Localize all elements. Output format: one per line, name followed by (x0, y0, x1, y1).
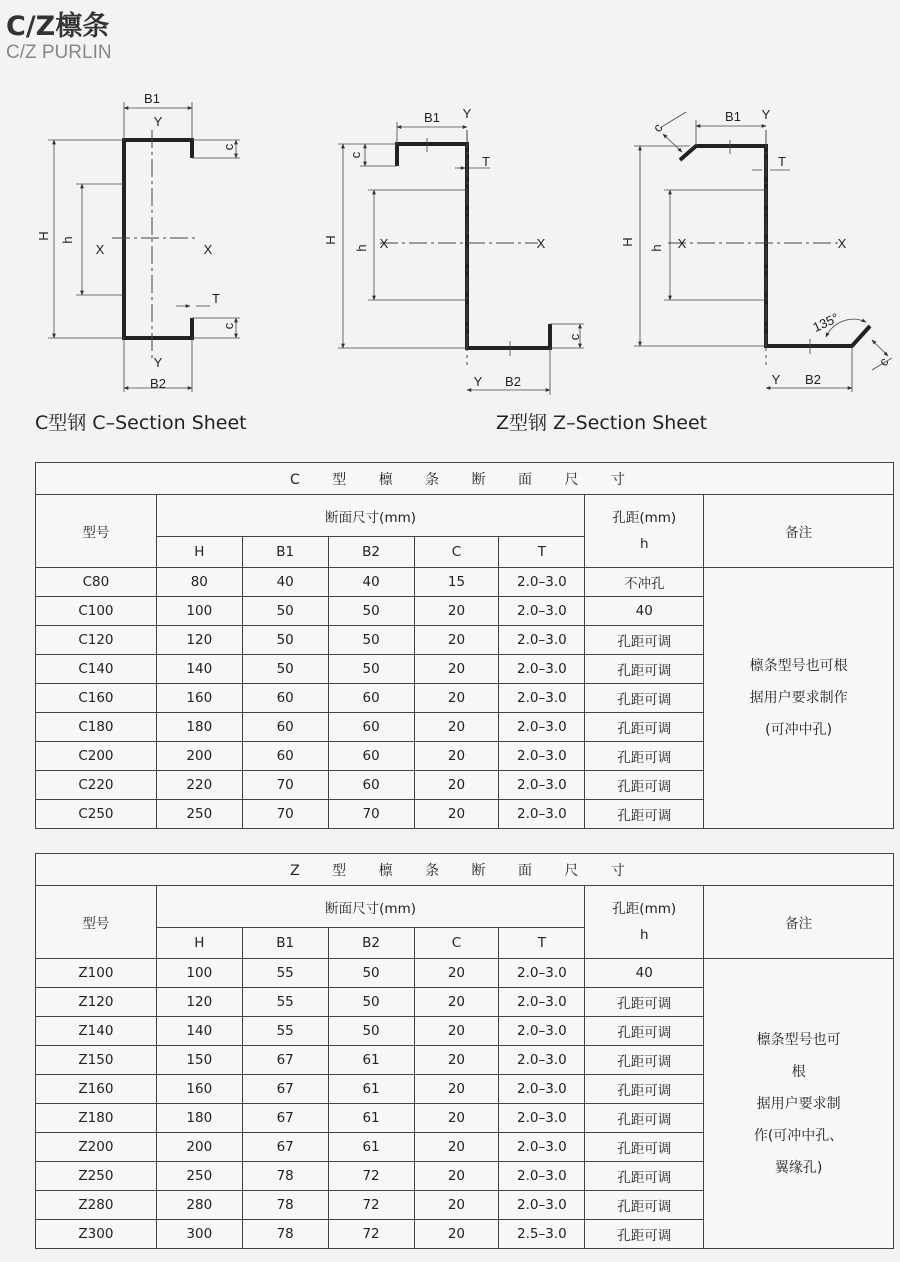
z135-label-t: T (778, 154, 786, 169)
z135-label-y-top: Y (761, 107, 771, 122)
cell-c: 20 (414, 1104, 499, 1133)
z135-section-drawing (620, 107, 892, 392)
sub-header-h: H (156, 537, 242, 568)
cell-model: C160 (36, 684, 157, 713)
cell-t: 2.5–3.0 (499, 1220, 585, 1249)
cell-hole: 孔距可调 (585, 1133, 704, 1162)
cell-b1: 60 (242, 713, 328, 742)
z135-label-angle: 135° (810, 309, 842, 335)
z-label-H: H (323, 235, 338, 245)
c-label-b2: B2 (150, 376, 166, 391)
note-cell (704, 959, 894, 1249)
section-drawings (0, 60, 900, 400)
note-line: 檩条型号也可 (756, 1031, 841, 1048)
cell-model: Z100 (36, 959, 157, 988)
col-hole-label: 孔距(mm) (612, 510, 677, 526)
note-line: 檩条型号也可根 (749, 658, 848, 674)
cell-model: Z120 (36, 988, 157, 1017)
cell-hole: 孔距可调 (585, 1017, 704, 1046)
cell-model: Z160 (36, 1075, 157, 1104)
c-label-y-top: Y (153, 114, 163, 129)
cell-b2: 50 (328, 988, 414, 1017)
cell-t: 2.0–3.0 (499, 1017, 585, 1046)
cell-t: 2.0–3.0 (499, 988, 585, 1017)
cell-c: 20 (414, 771, 499, 800)
cell-b2: 61 (328, 1075, 414, 1104)
cell-b2: 50 (328, 597, 414, 626)
cell-h: 160 (156, 684, 242, 713)
cell-h: 250 (156, 800, 242, 829)
cell-b1: 67 (242, 1046, 328, 1075)
cell-b1: 50 (242, 655, 328, 684)
c-label-x-left: X (95, 242, 105, 257)
cell-b2: 72 (328, 1162, 414, 1191)
z-label-b1: B1 (424, 110, 440, 125)
cell-hole: 孔距可调 (585, 655, 704, 684)
cell-c: 20 (414, 742, 499, 771)
cell-c: 20 (414, 1191, 499, 1220)
cell-c: 20 (414, 800, 499, 829)
cell-t: 2.0–3.0 (499, 1133, 585, 1162)
z135-label-c-top: c (649, 120, 666, 135)
c-label-c-top: c (221, 143, 236, 151)
cell-hole: 孔距可调 (585, 742, 704, 771)
cell-b1: 55 (242, 1017, 328, 1046)
cell-hole: 孔距可调 (585, 713, 704, 742)
cell-b2: 60 (328, 771, 414, 800)
cell-b2: 60 (328, 742, 414, 771)
note-line: 据用户要求制作 (749, 690, 848, 706)
sub-header-b2: B2 (328, 537, 414, 568)
cell-t: 2.0–3.0 (499, 1075, 585, 1104)
cell-c: 20 (414, 988, 499, 1017)
cell-b2: 50 (328, 959, 414, 988)
table-caption: Z 型 檩 条 断 面 尺 寸 (36, 854, 894, 886)
cell-model: C180 (36, 713, 157, 742)
cell-h: 160 (156, 1075, 242, 1104)
cell-b2: 61 (328, 1133, 414, 1162)
cell-model: Z280 (36, 1191, 157, 1220)
table-row (36, 568, 894, 597)
z135-label-b2: B2 (805, 372, 821, 387)
page-subtitle: C/Z PURLIN (6, 42, 112, 63)
page-title: C/Z檩条 (6, 11, 110, 42)
cell-t: 2.0–3.0 (499, 1104, 585, 1133)
cell-b1: 67 (242, 1104, 328, 1133)
cell-h: 120 (156, 988, 242, 1017)
cell-b2: 50 (328, 626, 414, 655)
c-section-caption: C型钢 C–Section Sheet (35, 412, 247, 434)
col-hole-sub: h (639, 927, 649, 943)
cell-c: 20 (414, 1162, 499, 1191)
z-label-c-top: c (348, 151, 363, 159)
cell-hole: 孔距可调 (585, 1162, 704, 1191)
col-note-header: 备注 (704, 495, 894, 568)
cell-model: Z300 (36, 1220, 157, 1249)
cell-hole: 孔距可调 (585, 1104, 704, 1133)
cell-b1: 67 (242, 1133, 328, 1162)
cell-h: 150 (156, 1046, 242, 1075)
cell-c: 20 (414, 1046, 499, 1075)
note-cell (704, 568, 894, 829)
z-section-caption: Z型钢 Z–Section Sheet (496, 412, 708, 434)
cell-b1: 55 (242, 988, 328, 1017)
c-label-H: H (36, 231, 51, 241)
cell-model: C120 (36, 626, 157, 655)
cell-h: 80 (156, 568, 242, 597)
c-label-b1: B1 (144, 91, 160, 106)
cell-b2: 72 (328, 1191, 414, 1220)
cell-c: 20 (414, 1017, 499, 1046)
table-caption: C 型 檩 条 断 面 尺 寸 (36, 463, 894, 495)
cell-t: 2.0–3.0 (499, 742, 585, 771)
cell-c: 20 (414, 1075, 499, 1104)
cell-b1: 50 (242, 597, 328, 626)
cell-model: C100 (36, 597, 157, 626)
cell-model: C140 (36, 655, 157, 684)
cell-b2: 60 (328, 684, 414, 713)
z135-label-b1: B1 (725, 109, 741, 124)
cell-model: Z140 (36, 1017, 157, 1046)
c-purlin-table (35, 462, 894, 829)
cell-c: 20 (414, 1220, 499, 1249)
cell-b2: 70 (328, 800, 414, 829)
cell-hole: 孔距可调 (585, 1220, 704, 1249)
cell-b2: 61 (328, 1046, 414, 1075)
col-model-header: 型号 (36, 495, 157, 568)
cell-h: 300 (156, 1220, 242, 1249)
cell-h: 140 (156, 1017, 242, 1046)
cell-h: 100 (156, 959, 242, 988)
cell-b2: 72 (328, 1220, 414, 1249)
cell-t: 2.0–3.0 (499, 684, 585, 713)
c-label-y-bottom: Y (153, 355, 163, 370)
cell-h: 100 (156, 597, 242, 626)
cell-h: 180 (156, 1104, 242, 1133)
sub-header-h: H (156, 928, 242, 959)
z-label-c-bottom: c (567, 333, 582, 341)
cell-c: 20 (414, 713, 499, 742)
z-label-y-bottom: Y (473, 374, 483, 389)
cell-h: 200 (156, 1133, 242, 1162)
cell-t: 2.0–3.0 (499, 771, 585, 800)
cell-h: 180 (156, 713, 242, 742)
z135-label-h: h (649, 244, 664, 252)
cell-b1: 70 (242, 800, 328, 829)
z-label-y-top: Y (462, 106, 472, 121)
cell-model: Z180 (36, 1104, 157, 1133)
z135-label-H: H (620, 237, 635, 247)
cell-t: 2.0–3.0 (499, 1191, 585, 1220)
col-section-header: 断面尺寸(mm) (156, 886, 584, 928)
sub-header-c: C (414, 928, 499, 959)
cell-hole: 40 (585, 597, 704, 626)
cell-t: 2.0–3.0 (499, 713, 585, 742)
cell-c: 20 (414, 655, 499, 684)
sub-header-b1: B1 (242, 928, 328, 959)
cell-model: C80 (36, 568, 157, 597)
table-row (36, 959, 894, 988)
cell-t: 2.0–3.0 (499, 655, 585, 684)
z-label-h: h (354, 244, 369, 252)
note-line: 根 (791, 1063, 806, 1080)
cell-b1: 55 (242, 959, 328, 988)
cell-t: 2.0–3.0 (499, 800, 585, 829)
cell-b1: 60 (242, 684, 328, 713)
cell-t: 2.0–3.0 (499, 626, 585, 655)
cell-hole: 孔距可调 (585, 771, 704, 800)
cell-hole: 孔距可调 (585, 1046, 704, 1075)
sub-header-b2: B2 (328, 928, 414, 959)
cell-hole: 孔距可调 (585, 1191, 704, 1220)
c-label-h: h (60, 236, 75, 244)
col-hole-label: 孔距(mm) (612, 901, 677, 917)
z135-label-x-right: X (837, 236, 847, 251)
cell-c: 15 (414, 568, 499, 597)
cell-b1: 60 (242, 742, 328, 771)
cell-t: 2.0–3.0 (499, 1046, 585, 1075)
cell-b2: 50 (328, 655, 414, 684)
cell-c: 20 (414, 1133, 499, 1162)
col-note-header: 备注 (704, 886, 894, 959)
z135-label-x-left: X (677, 236, 687, 251)
cell-b1: 67 (242, 1075, 328, 1104)
note-line: 作(可冲中孔、 (753, 1127, 844, 1144)
cell-b1: 78 (242, 1162, 328, 1191)
cell-hole: 孔距可调 (585, 800, 704, 829)
note-line: (可冲中孔) (765, 722, 833, 738)
c-section-drawing (36, 91, 240, 392)
cell-hole: 不冲孔 (585, 568, 704, 597)
cell-c: 20 (414, 597, 499, 626)
cell-h: 120 (156, 626, 242, 655)
cell-t: 2.0–3.0 (499, 1162, 585, 1191)
sub-header-b1: B1 (242, 537, 328, 568)
cell-b2: 60 (328, 713, 414, 742)
cell-model: Z150 (36, 1046, 157, 1075)
cell-b2: 50 (328, 1017, 414, 1046)
z135-label-c-bottom: c (875, 354, 892, 369)
col-hole-sub: h (639, 536, 649, 552)
cell-h: 140 (156, 655, 242, 684)
cell-hole: 孔距可调 (585, 988, 704, 1017)
z-section-drawing (323, 106, 584, 395)
cell-hole: 孔距可调 (585, 626, 704, 655)
cell-model: Z250 (36, 1162, 157, 1191)
cell-b1: 40 (242, 568, 328, 597)
cell-b1: 78 (242, 1220, 328, 1249)
cell-t: 2.0–3.0 (499, 597, 585, 626)
note-line: 翼缘孔) (774, 1159, 823, 1176)
z-label-x-right: X (536, 236, 546, 251)
cell-hole: 孔距可调 (585, 1075, 704, 1104)
cell-model: C220 (36, 771, 157, 800)
cell-t: 2.0–3.0 (499, 568, 585, 597)
cell-b1: 50 (242, 626, 328, 655)
cell-model: C250 (36, 800, 157, 829)
cell-hole: 孔距可调 (585, 684, 704, 713)
cell-model: Z200 (36, 1133, 157, 1162)
cell-h: 200 (156, 742, 242, 771)
sub-header-t: T (499, 537, 585, 568)
cell-hole: 40 (585, 959, 704, 988)
z-purlin-table (35, 853, 894, 1249)
cell-b2: 40 (328, 568, 414, 597)
cell-model: C200 (36, 742, 157, 771)
cell-c: 20 (414, 959, 499, 988)
col-model-header: 型号 (36, 886, 157, 959)
cell-h: 250 (156, 1162, 242, 1191)
c-label-c-bottom: c (221, 322, 236, 330)
col-hole-header (585, 886, 704, 959)
c-label-x-right: X (203, 242, 213, 257)
z-label-x-left: X (379, 236, 389, 251)
cell-c: 20 (414, 684, 499, 713)
cell-b1: 70 (242, 771, 328, 800)
cell-b1: 78 (242, 1191, 328, 1220)
z-label-b2: B2 (505, 374, 521, 389)
cell-b2: 61 (328, 1104, 414, 1133)
cell-t: 2.0–3.0 (499, 959, 585, 988)
c-label-t: T (212, 291, 220, 306)
sub-header-t: T (499, 928, 585, 959)
cell-c: 20 (414, 626, 499, 655)
cell-h: 220 (156, 771, 242, 800)
sub-header-c: C (414, 537, 499, 568)
cell-h: 280 (156, 1191, 242, 1220)
z135-label-y-bottom: Y (771, 372, 781, 387)
col-section-header: 断面尺寸(mm) (156, 495, 584, 537)
col-hole-header (585, 495, 704, 568)
z-label-t: T (482, 154, 490, 169)
note-line: 据用户要求制 (756, 1095, 841, 1112)
